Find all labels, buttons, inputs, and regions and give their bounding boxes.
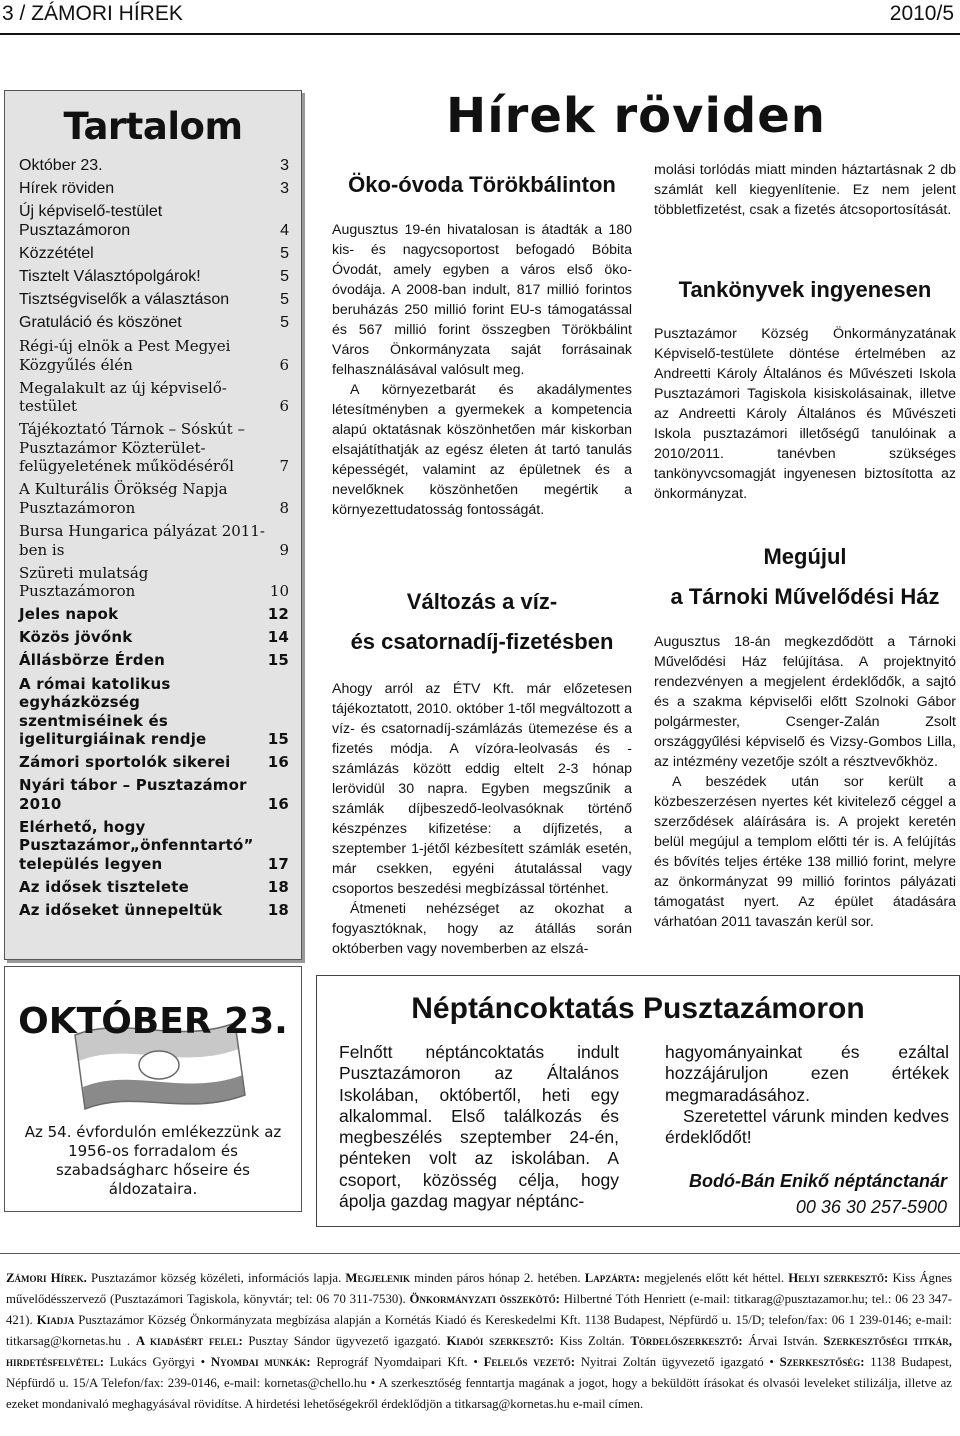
toc-item: [19, 245, 295, 264]
toc-item-title: Nyári tábor – Pusztazámor 2010: [19, 776, 247, 813]
article-body: [332, 679, 632, 959]
imprint-label: Megjelenik: [345, 1271, 410, 1285]
toc-item: [19, 268, 295, 287]
paragraph: Augusztus 19-én hivatalosan is átadták a 180 kis- és nagycsoportost befogadó Bóbita Óvodát, amely egyben a város első öko-óvodája. A 2008-ban indult, 817 millió forintos beruházás 250 millió forint EU-s támogatással és 567 millió forint összegben Törökbálint Város Önkormányzata saját forrásainak felhasználásával valósult meg.: [332, 222, 632, 378]
toc-item: [19, 901, 295, 920]
folk-dance-signature: [689, 1168, 947, 1220]
imprint-label: Kiadói szerkesztő:: [446, 1334, 554, 1348]
toc-item: [19, 564, 295, 601]
toc-item-page: 9: [279, 540, 289, 559]
toc-item-page: 10: [269, 582, 289, 601]
imprint-text: Árvai István.: [742, 1334, 824, 1348]
imprint-label: Zámori Hírek.: [6, 1271, 87, 1285]
toc-item-page: 18: [267, 877, 289, 896]
paragraph: A környezetbarát és akadálymentes létesítményben a gyermekek a kompetencia alapú oktatásnak köszönhetően már kiskorban elsajátíthatják az egész életen át tartó tanulás képességét, valamint az épületnek és a nevelőknek köszönhetően megértik a környezettudatosság fontosságát.: [332, 382, 632, 518]
october-23-caption: Az 54. évfordulón emlékezzünk az 1956-os forradalom és szabadságharc hőseire és áldozataira.: [24, 1123, 282, 1198]
paragraph: Szeretettel várunk minden kedves érdeklődőt!: [665, 1105, 949, 1148]
toc-item: [19, 605, 295, 624]
imprint-text: Nyitrai Zoltán ügyvezető igazgató •: [574, 1355, 780, 1369]
section-title: Hírek röviden: [446, 88, 826, 144]
toc-title: Tartalom: [63, 105, 243, 148]
toc-item-page: 16: [267, 794, 289, 813]
folk-dance-box: [316, 975, 960, 1227]
toc-item-page: 14: [267, 628, 289, 647]
toc-item-page: 12: [267, 605, 289, 624]
imprint-text: Pusztazámor Község Önkormányzata megbízása alapján a Kornétás Kiadó és Kereskedelmi Kft. 1138 Budapest, Népfürdő u. 15/D; telefon/fax: 06 1 239-0146; e-mail: titkarsag@kornetas.hu .: [6, 1313, 952, 1348]
imprint-label: A kiadásért felel:: [135, 1334, 243, 1348]
article-title: Öko-óvoda Törökbálinton: [348, 172, 616, 197]
page-header: [0, 0, 960, 30]
toc-item: [19, 753, 295, 772]
paragraph: molási torlódás miatt minden háztartásnak 2 db számlát kell kiegyenlítenie. Ez nem jelent többletfizetést, csak a fizetés átcsoportosítását.: [654, 162, 956, 218]
imprint-label: Kiadja: [36, 1313, 75, 1327]
imprint-text: Hilbertné Tóth Henriett (e-mail: titkarag@pusztazamor.hu; tel.: 06 23 347-421).: [6, 1292, 952, 1327]
imprint-text: Pusztay Sándor ügyvezető igazgató.: [242, 1334, 447, 1348]
article-title-line2: és csatornadíj-fizetésben: [350, 629, 614, 654]
signature-name: Bodó-Bán Enikő néptánctanár: [688, 1171, 947, 1191]
article-body: [654, 324, 956, 504]
footer-rule: [0, 1253, 960, 1254]
october-23-box: [4, 966, 302, 1212]
toc-item: [19, 379, 295, 416]
article-title-line2: a Tárnoki Művelődési Ház: [670, 584, 940, 609]
imprint-text: megjelenés előtt két héttel.: [640, 1271, 789, 1285]
page-number-label: 3 / ZÁMORI HÍREK: [2, 2, 183, 25]
toc-item-page: 5: [280, 244, 289, 262]
article-oko-ovoda: [332, 172, 632, 520]
toc-item-page: 4: [280, 221, 289, 239]
toc-item-title: Régi-új elnök a Pest Megyei Közgyűlés élén: [19, 337, 231, 374]
toc-item-page: 6: [279, 355, 289, 374]
toc-item-page: 15: [267, 730, 289, 748]
imprint-label: Önkormányzati összekötő:: [409, 1292, 560, 1306]
paragraph: A beszédek után sor került a közbeszerzésen nyertes két kivitelező céggel a szerződések aláírására is. A projekt keretén belül megújul a templom előtti tér is. A felújítás és bővítés teljes értéke 138 millió forint, melyre az önkormányzat 99 millió forintos pályázati támogatást nyert. Az épület átadására várhatóan 2011 tavaszán kerül sor.: [654, 774, 956, 930]
toc-item: [19, 878, 295, 897]
toc-item-title: Az idősek tisztelete: [19, 877, 190, 896]
toc-item-page: 3: [280, 180, 289, 198]
toc-item-title: Gratuláció és köszönet: [19, 314, 182, 332]
toc-item-title: Állásbörze Érden: [19, 651, 165, 670]
toc-item-title: Október 23.: [19, 157, 103, 174]
october-23-title: OKTÓBER 23.: [18, 1001, 288, 1042]
imprint-label: Nyomdai munkák:: [210, 1355, 311, 1369]
imprint-label: Helyi szerkesztő:: [788, 1271, 889, 1285]
toc-item-title: A Kulturális Örökség Napja Pusztazámoron: [19, 480, 228, 517]
toc-item-page: 7: [279, 457, 289, 476]
toc-item: [19, 180, 295, 199]
toc-item: [19, 675, 295, 749]
paragraph: Augusztus 18-án megkezdődött a Tárnoki Művelődési Ház felújítása. A projektnyitó rendezvényen a megjelent érdeklődők, a sajtó és a szakma képviselői előtt Szolnoki Gábor polgármester, Csenger-Zalán Zsolt országgyűlési képviselő és Vizsy-Gombos Lilla, az intézmény vezetője szólt a résztvevőkhöz.: [654, 634, 956, 770]
toc-item-title: Hírek röviden: [19, 180, 115, 198]
toc-item-title: Szüreti mulatság Pusztazámoron: [19, 563, 149, 601]
toc-item: [19, 480, 295, 517]
toc-item: [19, 651, 295, 670]
imprint: [6, 1268, 952, 1415]
toc-item-title: Közzététel: [19, 244, 94, 262]
imprint-label: Lapzárta:: [584, 1271, 641, 1285]
imprint-text: 1138 Budapest, Népfürdő u. 15/A Telefon/fax: 239-0146, e-mail: kornetas@chello.hu • A szerkesztőség fenntartja magának a jogot, hogy a beküldött írásokat és olvasói leveleket stilizálja, illetve az ezeket mondanivaló meghagyásával rövidítse. A hirdetési lehetőségekről érdeklődjön a titkarsag@kornetas.hu e-mail címen.: [6, 1355, 952, 1411]
signature-phone: 00 36 30 257-5900: [795, 1197, 947, 1217]
toc-item-title: Elérhető, hogy Pusztazámor„önfenntartó” település legyen: [19, 817, 254, 873]
toc-item-title: Tisztelt Választópolgárok!: [19, 267, 201, 285]
toc-item-page: 6: [279, 397, 289, 416]
toc-item: [19, 157, 295, 176]
imprint-text: minden páros hónap 2. hetében.: [410, 1271, 585, 1285]
toc-item: [19, 203, 295, 240]
toc-item-page: 8: [279, 498, 289, 517]
folk-dance-text-col2: [665, 1042, 949, 1148]
toc-item-page: 15: [267, 651, 289, 670]
imprint-label: Felelős vezető:: [483, 1355, 575, 1369]
article-viz-csatorna: [332, 588, 632, 959]
folk-dance-text-col1: Felnőtt néptáncoktatás indult Pusztazámoron az Általános Iskolában, októbertől, heti egy alkalommal. Első találkozás és megbeszélés szeptember 24-én, pénteken volt az iskolában. A csoport, közösség célja, hogy ápolja gazdag magyar néptánc-: [339, 1042, 619, 1212]
paragraph: Pusztazámor Község Önkormányzatának Képviselő-testülete döntése értelmében az Andreetti Károly Általános és Művészeti Iskola Pusztazámori Tagiskola kisiskolásainak, illetve az Andreetti Károly Általános és Művészeti Iskola pusztazámori illetőségű tanulóinak a 2010/2011. tanévben szükséges tankönyvcsomagját ingyenesen biztosította az önkormányzat.: [654, 326, 956, 502]
paragraph: hagyományainkat és ezáltal hozzájáruljon ezen értékek megmaradásához.: [665, 1042, 949, 1105]
toc-item-title: Megalakult az új képviselő-testület: [19, 378, 227, 416]
paragraph: Ahogy arról az ÉTV Kft. már előzetesen tájékoztatott, 2010. október 1-től megváltozott a víz- és csatornadíj-számlázás ütemezése és a fizetés módja. A vízóra-leolvasás és -számlázás között eddig eltelt 2-3 hónap lerövidül 30 napra. Egyben megszűnik a számlák díjbeszedő-leolvasóknak történő készpénzes kifizetése: a díjfizetés, a szeptember 1-jétől kézbesített számlák esetén, már csekken, egyéni átutalással vagy csoportos beszedési megbízással történhet.: [332, 681, 632, 897]
imprint-label: Szerkesztőség:: [779, 1355, 865, 1369]
toc-item-title: A római katolikus egyházközség szentmiséinek és igeliturgiáinak rendje: [19, 674, 207, 748]
imprint-text: Lukács Györgyi •: [103, 1355, 211, 1369]
imprint-text: Pusztazámor község közéleti, információs lapja.: [86, 1271, 346, 1285]
article-title: Változás a víz-: [406, 589, 558, 614]
toc-item: [19, 628, 295, 647]
paragraph: Átmeneti nehézséget az okozhat a fogyasztóknak, hogy az átállás során októberben vagy novemberben az elszá-: [332, 901, 632, 957]
toc-item-title: Új képviselő-testület Pusztazámoron: [19, 203, 163, 239]
article-continuation: [654, 160, 956, 220]
toc-item-title: Az időseket ünnepeltük: [19, 900, 223, 919]
toc-item-page: 18: [267, 900, 289, 919]
toc-item: [19, 291, 295, 310]
article-tankonyvek: [654, 276, 956, 504]
toc-item-title: Zámori sportolók sikerei: [19, 753, 231, 772]
article-muvelodesi-haz: [654, 543, 956, 932]
toc-item-title: Közös jövőnk: [19, 628, 133, 647]
imprint-text: Reprográf Nyomdaipari Kft. •: [310, 1355, 484, 1369]
imprint-text: Kiss Ágnes művelődésszervező (Pusztazámori Tagiskola, könyvtár; tel: 06 70 311-7530).: [6, 1271, 953, 1306]
toc-item: [19, 337, 295, 374]
toc-item: [19, 522, 295, 559]
article-body: [332, 220, 632, 520]
toc-item-page: 5: [280, 267, 289, 285]
toc-item-page: 5: [280, 314, 289, 332]
imprint-label: Szerkesztőségi titkár, hirdetésfelvétel:: [6, 1334, 952, 1369]
toc-item-page: 5: [280, 290, 289, 308]
toc-list: [19, 157, 295, 924]
table-of-contents: [4, 90, 302, 960]
toc-item-title: Tájékoztató Tárnok – Sóskút – Pusztazámor Közterület-felügyeletének működéséről: [19, 420, 245, 476]
article-title: Tankönyvek ingyenesen: [678, 277, 932, 302]
folk-dance-title: Néptáncoktatás Pusztazámoron: [411, 992, 865, 1025]
article-title: Megújul: [763, 544, 847, 569]
toc-item-title: Jeles napok: [19, 605, 119, 624]
toc-item-page: 3: [280, 157, 289, 174]
imprint-text: Kiss Zoltán.: [553, 1334, 631, 1348]
toc-item: [19, 420, 295, 476]
toc-item: [19, 776, 295, 813]
header-rule: [0, 33, 960, 35]
article-body: [654, 632, 956, 932]
imprint-label: Tördelőszerkesztő:: [630, 1334, 743, 1348]
toc-item-title: Tisztségviselők a választáson: [19, 290, 230, 308]
toc-item-page: 16: [267, 753, 289, 772]
article-body: [654, 160, 956, 220]
toc-item-title: Bursa Hungarica pályázat 2011-ben is: [19, 522, 265, 559]
toc-item: [19, 818, 295, 874]
toc-item: [19, 314, 295, 333]
toc-item-page: 17: [267, 854, 289, 873]
issue-label: 2010/5: [889, 2, 954, 25]
